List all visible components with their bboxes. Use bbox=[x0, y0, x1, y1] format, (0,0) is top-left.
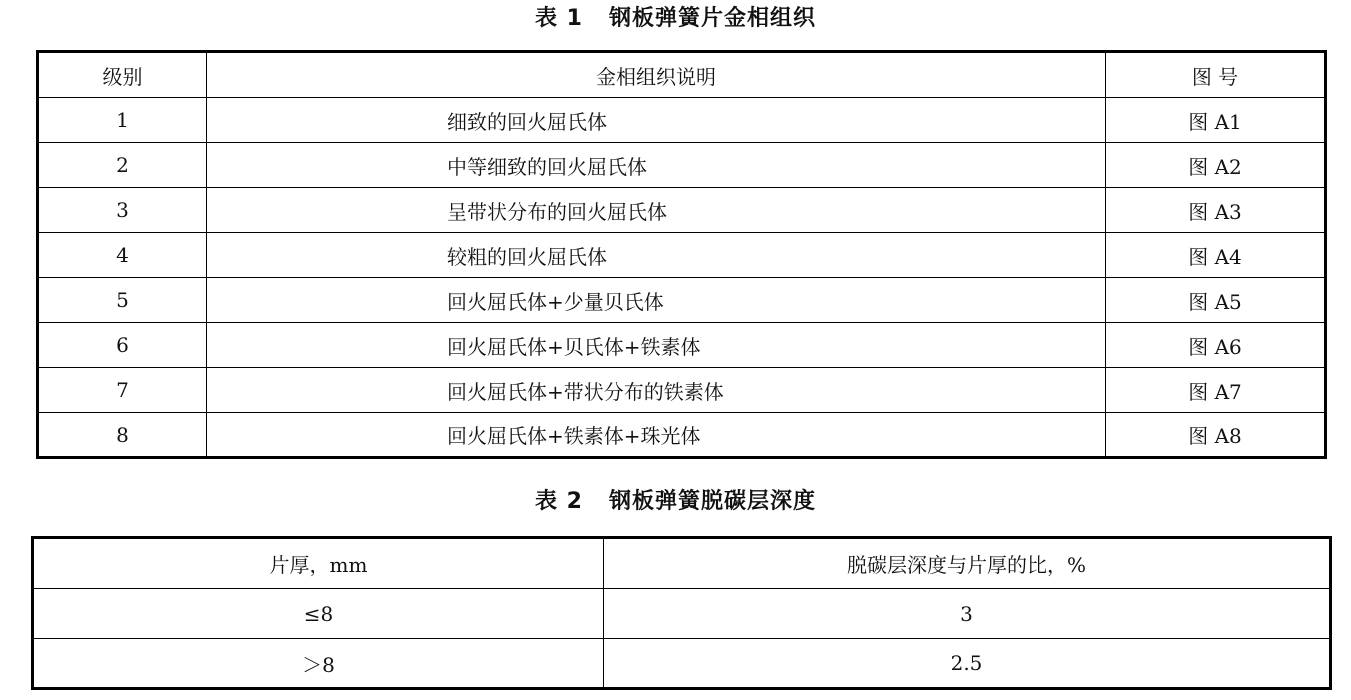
figure-cell: 图 A3 bbox=[1106, 188, 1326, 233]
description-cell: 回火屈氏体+带状分布的铁素体 bbox=[207, 368, 1106, 413]
table-row bbox=[38, 143, 1326, 188]
level-cell: 7 bbox=[38, 368, 207, 413]
figure-cell: 图 A4 bbox=[1106, 233, 1326, 278]
table-row bbox=[33, 639, 1331, 689]
level-cell: 8 bbox=[38, 413, 207, 458]
level-cell: 4 bbox=[38, 233, 207, 278]
thickness-cell: ≤8 bbox=[33, 589, 604, 639]
header-thickness: 片厚，mm bbox=[33, 538, 604, 589]
table-header-row bbox=[38, 52, 1326, 98]
description-cell: 较粗的回火屈氏体 bbox=[207, 233, 1106, 278]
figure-cell: 图 A6 bbox=[1106, 323, 1326, 368]
figure-cell: 图 A2 bbox=[1106, 143, 1326, 188]
table-row bbox=[38, 233, 1326, 278]
figure-cell: 图 A7 bbox=[1106, 368, 1326, 413]
table-row bbox=[33, 589, 1331, 639]
ratio-cell: 3 bbox=[604, 589, 1331, 639]
level-cell: 2 bbox=[38, 143, 207, 188]
description-cell: 细致的回火屈氏体 bbox=[207, 98, 1106, 143]
header-ratio: 脱碳层深度与片厚的比，% bbox=[604, 538, 1331, 589]
description-cell: 中等细致的回火屈氏体 bbox=[207, 143, 1106, 188]
description-cell: 回火屈氏体+铁素体+珠光体 bbox=[207, 413, 1106, 458]
header-description: 金相组织说明 bbox=[207, 52, 1106, 98]
level-cell: 5 bbox=[38, 278, 207, 323]
description-cell: 呈带状分布的回火屈氏体 bbox=[207, 188, 1106, 233]
ratio-cell: 2.5 bbox=[604, 639, 1331, 689]
level-cell: 6 bbox=[38, 323, 207, 368]
level-cell: 3 bbox=[38, 188, 207, 233]
table-header-row bbox=[33, 538, 1331, 589]
figure-cell: 图 A8 bbox=[1106, 413, 1326, 458]
table-row bbox=[38, 188, 1326, 233]
description-cell: 回火屈氏体+少量贝氏体 bbox=[207, 278, 1106, 323]
description-cell: 回火屈氏体+贝氏体+铁素体 bbox=[207, 323, 1106, 368]
decarburization-depth-table bbox=[31, 536, 1332, 690]
level-cell: 1 bbox=[38, 98, 207, 143]
table-row bbox=[38, 413, 1326, 458]
thickness-cell: ＞8 bbox=[33, 639, 604, 689]
table-row bbox=[38, 323, 1326, 368]
table-row bbox=[38, 98, 1326, 143]
table-1-caption: 表 1 钢板弹簧片金相组织 bbox=[535, 6, 816, 31]
table-row bbox=[38, 278, 1326, 323]
figure-cell: 图 A1 bbox=[1106, 98, 1326, 143]
table-2-caption: 表 2 钢板弹簧脱碳层深度 bbox=[535, 489, 816, 514]
header-level: 级别 bbox=[38, 52, 207, 98]
table-row bbox=[38, 368, 1326, 413]
metallographic-structure-table bbox=[36, 50, 1327, 459]
figure-cell: 图 A5 bbox=[1106, 278, 1326, 323]
header-figure: 图 号 bbox=[1106, 52, 1326, 98]
